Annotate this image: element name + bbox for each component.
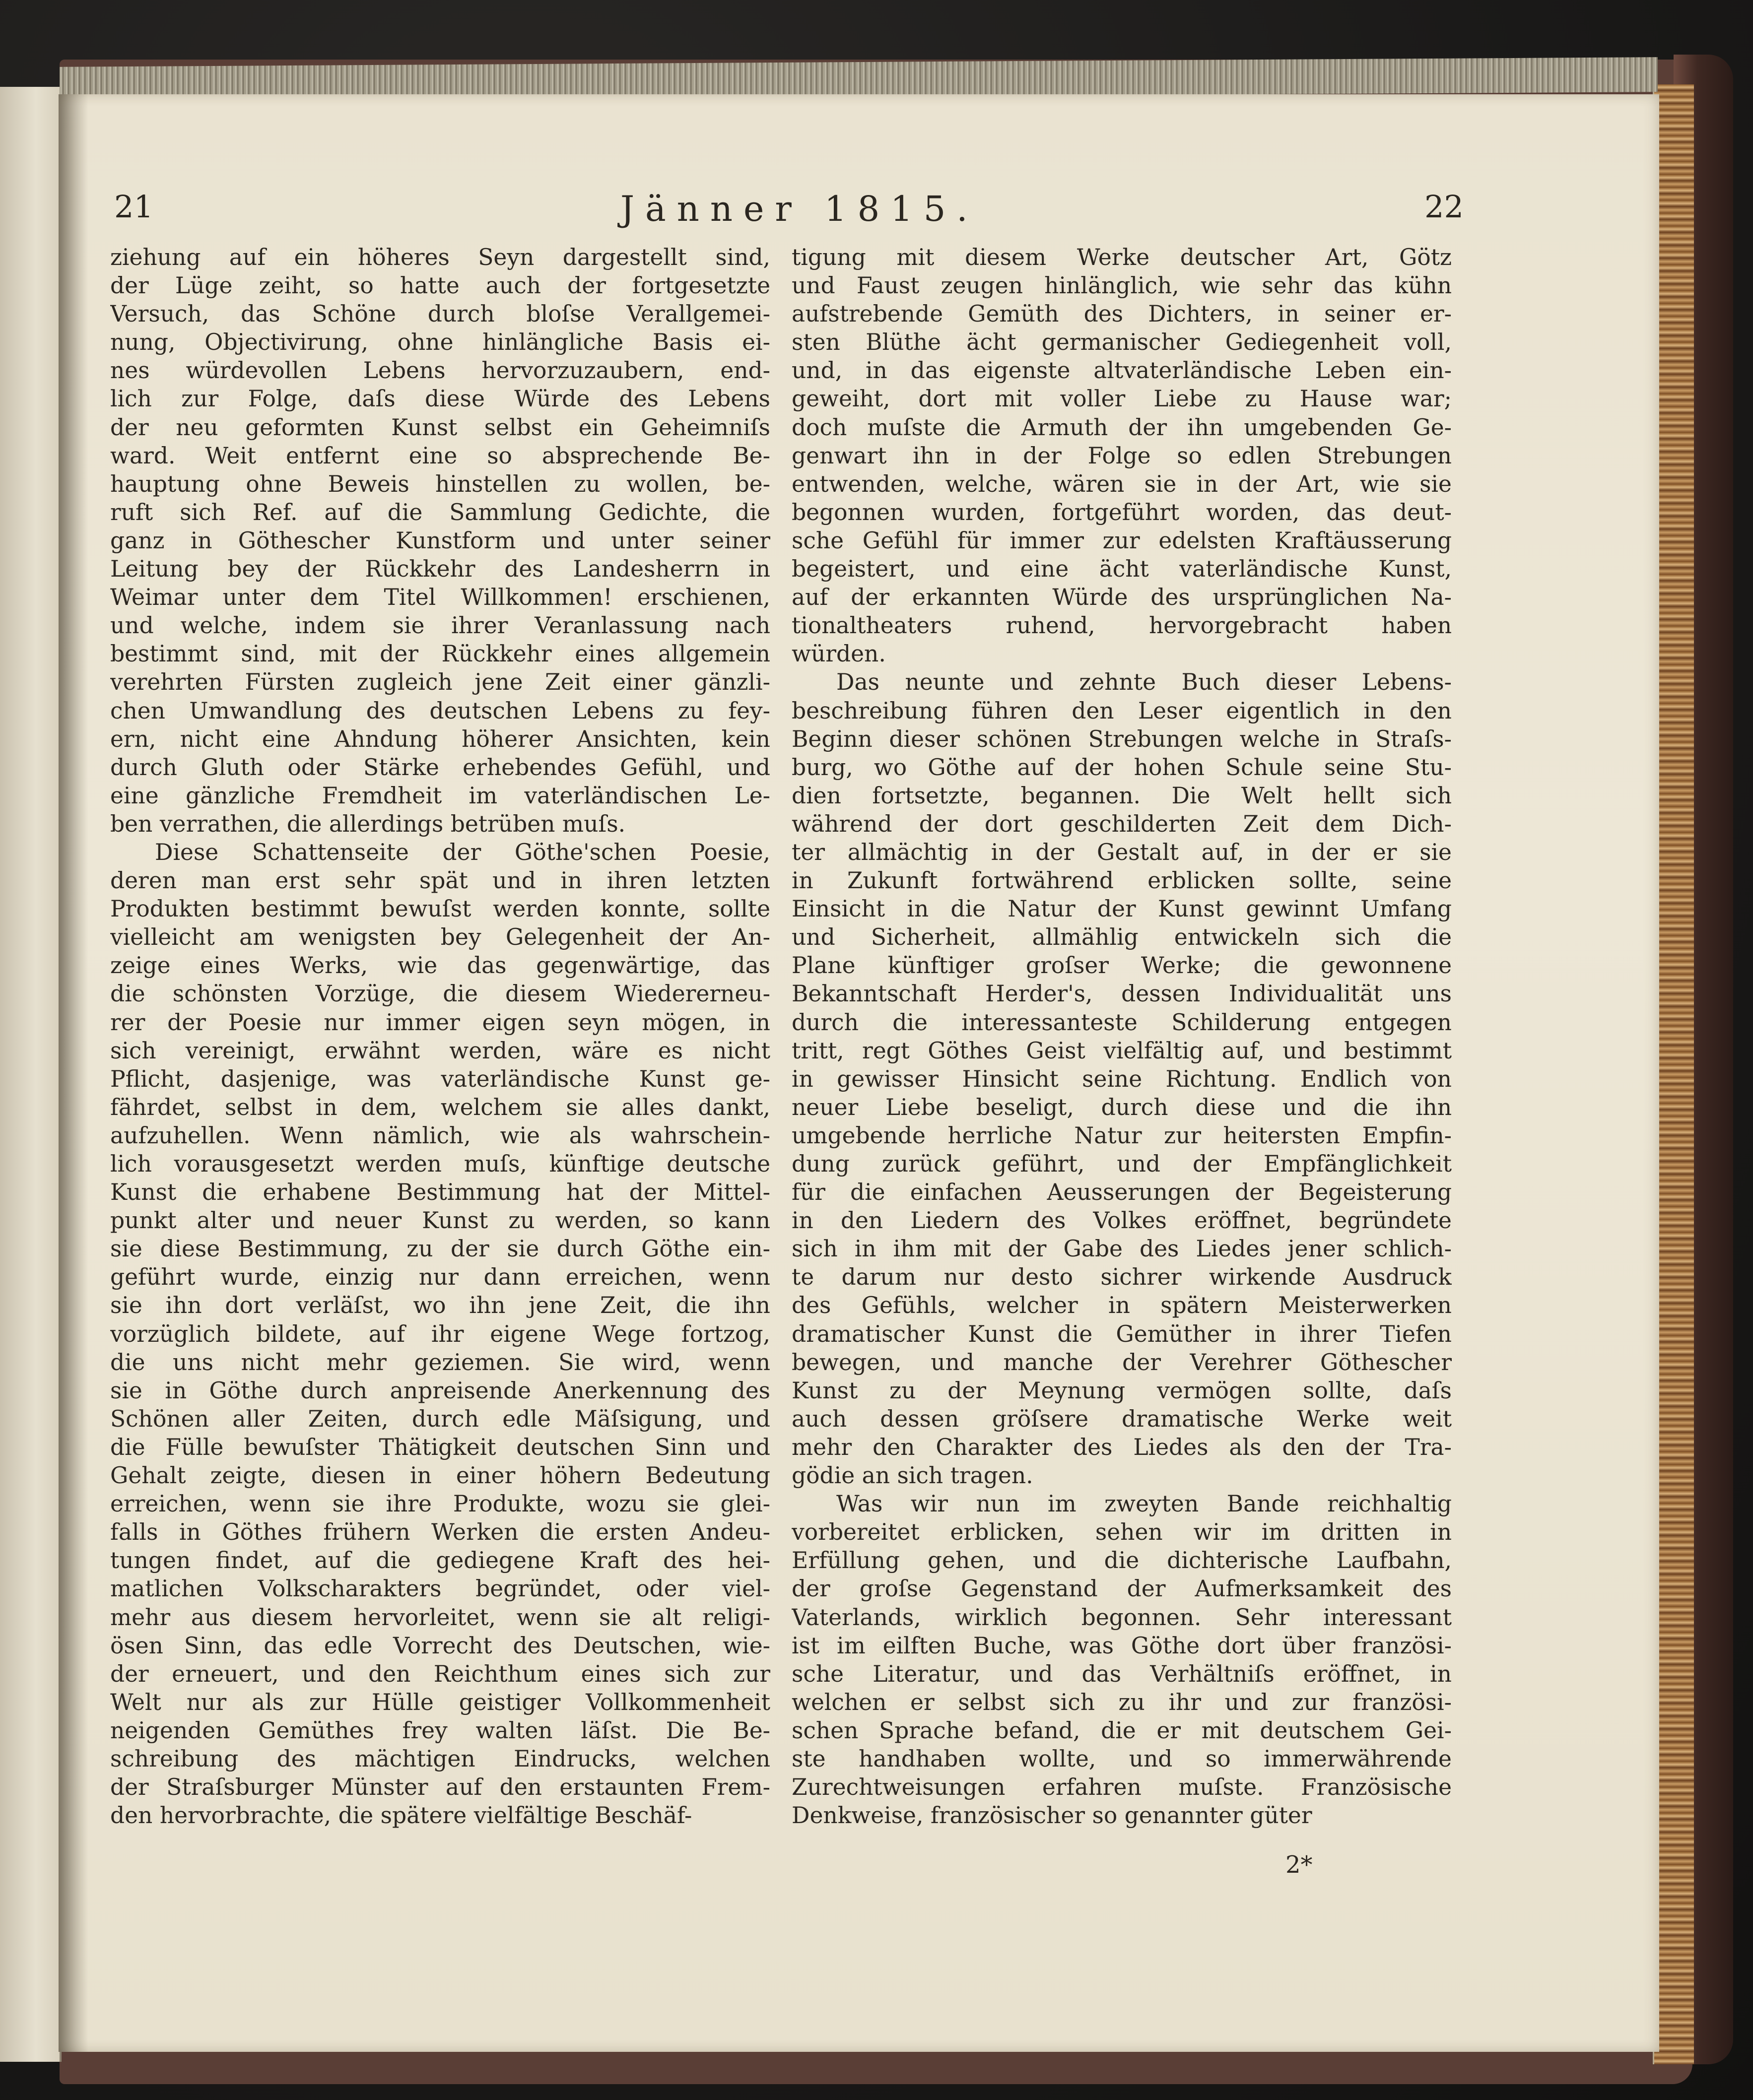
text-line: gödie an sich tragen. [792, 1462, 1033, 1489]
text-line: schreibung des mächtigen Eindrucks, welchen [110, 1745, 770, 1772]
text-line: ruft sich Ref. auf die Sammlung Gedichte, die [110, 499, 770, 525]
text-line: lich zur Folge, daſs diese Würde des Lebens [110, 386, 770, 412]
text-line: deren man erst sehr spät und in ihren letzten [110, 867, 770, 894]
text-line: ste handhaben wollte, und so immerwährende [792, 1745, 1452, 1772]
text-line: ganz in Göthescher Kunstform und unter seiner [110, 527, 770, 554]
text-line: der Lüge zeiht, so hatte auch der fortgesetzte [110, 272, 770, 299]
text-line: den hervorbrachte, die spätere vielfältige Beschäf- [110, 1802, 692, 1829]
text-line: erreichen, wenn sie ihre Produkte, wozu sie glei- [110, 1491, 770, 1517]
text-line: Beginn dieser schönen Strebungen welche in Straſs- [792, 725, 1452, 752]
text-line: begonnen wurden, fortgeführt worden, das deut- [792, 499, 1452, 525]
text-line: falls in Göthes frühern Werken die ersten Andeu- [110, 1519, 770, 1546]
text-line: vielleicht am wenigsten bey Gelegenheit der An- [110, 924, 770, 951]
text-line: zeige eines Werks, wie das gegenwärtige, das [110, 952, 770, 979]
text-line: Versuch, das Schöne durch bloſse Verallgemei- [110, 301, 770, 328]
text-line: und, in das eigenste altvaterländische Leben ein- [792, 357, 1452, 384]
text-line: Zurechtweisungen erfahren muſste. Französische [792, 1774, 1452, 1801]
text-line: Bekanntschaft Herder's, dessen Individualität uns [792, 981, 1452, 1007]
text-line: sche Literatur, und das Verhältniſs eröffnet, in [792, 1660, 1452, 1687]
text-line: begeistert, und eine ächt vaterländische Kunst, [792, 556, 1452, 583]
text-line: Leitung bey der Rückkehr des Landesherrn in [110, 556, 770, 583]
text-line: lich vorausgesetzt werden muſs, künftige deutsche [110, 1151, 770, 1177]
text-line: fährdet, selbst in dem, welchem sie alles dankt, [110, 1094, 770, 1120]
text-line: Was wir nun im zweyten Bande reichhaltig [836, 1491, 1452, 1517]
text-line: ter allmächtig in der Gestalt auf, in der er sie [792, 839, 1452, 865]
text-line: auf der erkannten Würde des ursprünglichen Na- [792, 584, 1452, 611]
text-line: neuer Liebe beseligt, durch diese und die ihn [792, 1094, 1452, 1120]
text-line: verehrten Fürsten zugleich jene Zeit einer gänzli- [110, 669, 770, 696]
text-line: Produkten bestimmt bewuſst werden konnte, sollte [110, 896, 770, 922]
text-line: in Zukunft fortwährend erblicken sollte, seine [792, 867, 1452, 894]
text-line: sche Gefühl für immer zur edelsten Kraftäusserung [792, 527, 1452, 554]
text-line: Das neunte und zehnte Buch dieser Lebens- [836, 669, 1452, 696]
text-column-right [792, 243, 1452, 1830]
text-line: Erfüllung gehen, und die dichterische Laufbahn, [792, 1547, 1452, 1574]
text-line: Schönen aller Zeiten, durch edle Mäſsigung, und [110, 1405, 770, 1432]
text-line: dramatischer Kunst die Gemüther in ihrer Tiefen [792, 1320, 1452, 1347]
text-line: ösen Sinn, das edle Vorrecht des Deutschen, wie- [110, 1632, 770, 1659]
page-number-left: 21 [114, 189, 153, 225]
text-line: der groſse Gegenstand der Aufmerksamkeit des [792, 1575, 1452, 1602]
text-line: chen Umwandlung des deutschen Lebens zu fey- [110, 697, 770, 724]
text-line: neigenden Gemüthes frey walten läſst. Die Be- [110, 1717, 770, 1744]
text-line: nung, Objectivirung, ohne hinlängliche Basis ei- [110, 329, 770, 356]
text-line: burg, wo Göthe auf der hohen Schule seine Stu- [792, 754, 1452, 781]
text-line: in den Liedern des Volkes eröffnet, begründete [792, 1207, 1452, 1234]
text-line: die uns nicht mehr geziemen. Sie wird, wenn [110, 1349, 770, 1376]
text-line: Welt nur als zur Hülle geistiger Vollkommenheit [110, 1689, 770, 1715]
text-line: geführt wurde, einzig nur dann erreichen, wenn [110, 1264, 770, 1291]
text-line: genwart ihn in der Folge so edlen Strebungen [792, 442, 1452, 469]
text-line: während der dort geschilderten Zeit dem Dich- [792, 810, 1452, 837]
text-line: Weimar unter dem Titel Willkommen! erschienen, [110, 584, 770, 611]
text-line: hauptung ohne Beweis hinstellen zu wollen, be- [110, 470, 770, 497]
text-line: die schönsten Vorzüge, die diesem Wiedererneu- [110, 981, 770, 1007]
text-line: aufstrebende Gemüth des Dichters, in seiner er- [792, 301, 1452, 328]
text-line: tritt, regt Göthes Geist vielfältig auf, und bestimmt [792, 1037, 1452, 1064]
text-line: ern, nicht eine Ahndung höherer Ansichten, kein [110, 725, 770, 752]
text-line: sie diese Bestimmung, zu der sie durch Göthe ein- [110, 1236, 770, 1262]
text-line: sie in Göthe durch anpreisende Anerkennung des [110, 1377, 770, 1404]
text-line: mehr aus diesem hervorleitet, wenn sie alt religi- [110, 1604, 770, 1631]
text-line: sten Blüthe ächt germanischer Gediegenheit voll, [792, 329, 1452, 356]
text-line: in gewisser Hinsicht seine Richtung. Endlich von [792, 1065, 1452, 1092]
text-line: doch muſste die Armuth der ihn umgebenden Ge- [792, 414, 1452, 441]
text-line: Gehalt zeigte, diesen in einer höhern Bedeutung [110, 1462, 770, 1489]
facing-page-edge [0, 87, 62, 2062]
text-line: sich in ihm mit der Gabe des Liedes jener schlich- [792, 1236, 1452, 1262]
text-line: welchen er selbst sich zu ihr und zur französi- [792, 1689, 1452, 1715]
text-line: matlichen Volkscharakters begründet, oder viel- [110, 1575, 770, 1602]
text-line: sie ihn dort verläſst, wo ihn jene Zeit, die ihn [110, 1292, 770, 1319]
text-line: der neu geformten Kunst selbst ein Geheimniſs [110, 414, 770, 441]
signature-mark: 2* [1285, 1851, 1313, 1879]
running-head-title: Jänner 1815. [620, 189, 979, 229]
text-line: würden. [792, 641, 886, 667]
gutter-shadow [59, 94, 88, 2052]
text-line: eine gänzliche Fremdheit im vaterländischen Le- [110, 782, 770, 809]
text-line: des Gefühls, welcher in spätern Meisterwerken [792, 1292, 1452, 1319]
text-line: tionaltheaters ruhend, hervorgebracht haben [792, 612, 1452, 639]
text-line: Vaterlands, wirklich begonnen. Sehr interessant [792, 1604, 1452, 1631]
page-number-right: 22 [1424, 189, 1464, 225]
text-line: ben verrathen, die allerdings betrüben muſs. [110, 810, 626, 837]
text-line: Einsicht in die Natur der Kunst gewinnt Umfang [792, 896, 1452, 922]
text-line: tigung mit diesem Werke deutscher Art, Götz [792, 244, 1452, 270]
text-line: für die einfachen Aeusserungen der Begeisterung [792, 1179, 1452, 1206]
text-line: rer der Poesie nur immer eigen seyn mögen, in [110, 1009, 770, 1036]
text-line: Kunst die erhabene Bestimmung hat der Mittel- [110, 1179, 770, 1206]
text-line: Denkweise, französischer so genannter güter [792, 1802, 1312, 1829]
text-line: entwenden, welche, wären sie in der Art, wie sie [792, 470, 1452, 497]
text-line: und welche, indem sie ihrer Veranlassung nach [110, 612, 770, 639]
text-line: bewegen, und manche der Verehrer Göthescher [792, 1349, 1452, 1376]
text-line: durch Gluth oder Stärke erhebendes Gefühl, und [110, 754, 770, 781]
text-line: geweiht, dort mit voller Liebe zu Hause war; [792, 386, 1452, 412]
text-line: und Sicherheit, allmählig entwickeln sich die [792, 924, 1452, 951]
text-line: ziehung auf ein höheres Seyn dargestellt sind, [110, 244, 770, 270]
text-line: der erneuert, und den Reichthum eines sich zur [110, 1660, 770, 1687]
text-line: dung zurück geführt, und der Empfänglichkeit [792, 1151, 1452, 1177]
text-line: umgebende herrliche Natur zur heitersten Empfin- [792, 1122, 1452, 1149]
text-line: Diese Schattenseite der Göthe'schen Poesie, [155, 839, 770, 865]
text-line: die Fülle bewuſster Thätigkeit deutschen Sinn und [110, 1434, 770, 1460]
text-line: aufzuhellen. Wenn nämlich, wie als wahrschein- [110, 1122, 770, 1149]
text-line: Pflicht, dasjenige, was vaterländische Kunst ge- [110, 1065, 770, 1092]
text-line: ward. Weit entfernt eine so absprechende Be- [110, 442, 770, 469]
text-line: durch die interessanteste Schilderung entgegen [792, 1009, 1452, 1036]
text-line: mehr den Charakter des Liedes als den der Tra- [792, 1434, 1452, 1460]
text-line: ist im eilften Buche, was Göthe dort über französi- [792, 1632, 1452, 1659]
text-line: Plane künftiger groſser Werke; die gewonnene [792, 952, 1452, 979]
text-line: nes würdevollen Lebens hervorzuzaubern, end- [110, 357, 770, 384]
text-line: der Straſsburger Münster auf den erstaunten Frem- [110, 1774, 770, 1801]
text-line: vorbereitet erblicken, sehen wir im dritten in [792, 1519, 1452, 1546]
text-line: schen Sprache befand, die er mit deutschem Gei- [792, 1717, 1452, 1744]
text-line: Kunst zu der Meynung vermögen sollte, daſs [792, 1377, 1452, 1404]
text-line: tungen findet, auf die gediegene Kraft des hei- [110, 1547, 770, 1574]
text-line: dien fortsetzte, begannen. Die Welt hellt sich [792, 782, 1452, 809]
text-line: vorzüglich bildete, auf ihr eigene Wege fortzog, [110, 1320, 770, 1347]
text-line: te darum nur desto sichrer wirkende Ausdruck [792, 1264, 1452, 1291]
text-column-left [110, 243, 770, 1830]
text-line: beschreibung führen den Leser eigentlich in den [792, 697, 1452, 724]
text-line: sich vereinigt, erwähnt werden, wäre es nicht [110, 1037, 770, 1064]
text-line: auch dessen gröſsere dramatische Werke weit [792, 1405, 1452, 1432]
text-line: bestimmt sind, mit der Rückkehr eines allgemein [110, 641, 770, 667]
text-line: punkt alter und neuer Kunst zu werden, so kann [110, 1207, 770, 1234]
text-line: und Faust zeugen hinlänglich, wie sehr das kühn [792, 272, 1452, 299]
